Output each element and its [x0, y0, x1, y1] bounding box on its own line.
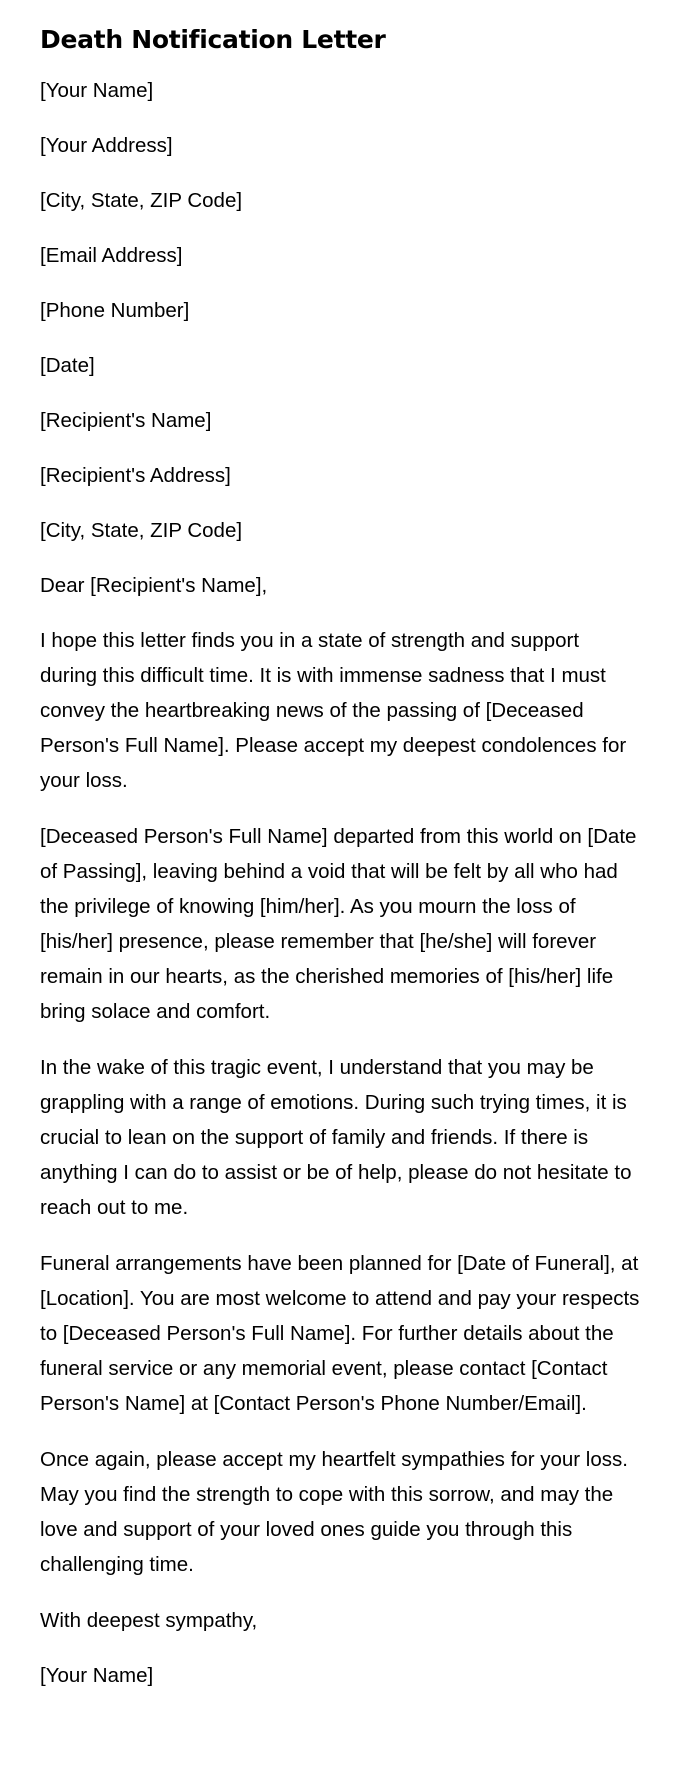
signature-name: [Your Name] — [40, 1664, 154, 1687]
recipient-city-state-zip: [City, State, ZIP Code] — [40, 519, 243, 542]
recipient-name: [Recipient's Name] — [40, 409, 212, 432]
document-title: Death Notification Letter — [40, 25, 386, 54]
sender-phone: [Phone Number] — [40, 299, 190, 322]
sender-address: [Your Address] — [40, 134, 173, 157]
body-paragraph: Funeral arrangements have been planned for [Date of Funeral], at [Location]. You are most welcome to attend and pay your respects to [Deceased Person's Full Name]. For further details about the funeral service or any memorial event, please contact [Contact Person's Name] at [Contact Person's Phone Number/Email]. — [40, 1252, 640, 1415]
letter-date: [Date] — [40, 354, 95, 377]
salutation: Dear [Recipient's Name], — [40, 574, 268, 597]
body-paragraph: I hope this letter finds you in a state of strength and support during this difficult time. It is with immense sadness that I must convey the heartbreaking news of the passing of [Deceased Person's Full Name]. Please accept my deepest condolences for your loss. — [40, 629, 627, 792]
body-paragraph: In the wake of this tragic event, I understand that you may be grappling with a range of emotions. During such trying times, it is crucial to lean on the support of family and friends. If there is anything I can do to assist or be of help, please do not hesitate to reach out to me. — [40, 1056, 632, 1219]
body-paragraph: [Deceased Person's Full Name] departed from this world on [Date of Passing], leaving behind a void that will be felt by all who had the privilege of knowing [him/her]. As you mourn the loss of [his/her] presence, please remember that [he/she] will forever remain in our hearts, as the cherished memories of [his/her] life bring solace and comfort. — [40, 825, 637, 1023]
closing: With deepest sympathy, — [40, 1609, 258, 1632]
recipient-address: [Recipient's Address] — [40, 464, 231, 487]
sender-email: [Email Address] — [40, 244, 183, 267]
body-paragraph: Once again, please accept my heartfelt sympathies for your loss. May you find the strength to cope with this sorrow, and may the love and support of your loved ones guide you through this challenging time. — [40, 1448, 628, 1576]
sender-city-state-zip: [City, State, ZIP Code] — [40, 189, 243, 212]
sender-name: [Your Name] — [40, 79, 154, 102]
